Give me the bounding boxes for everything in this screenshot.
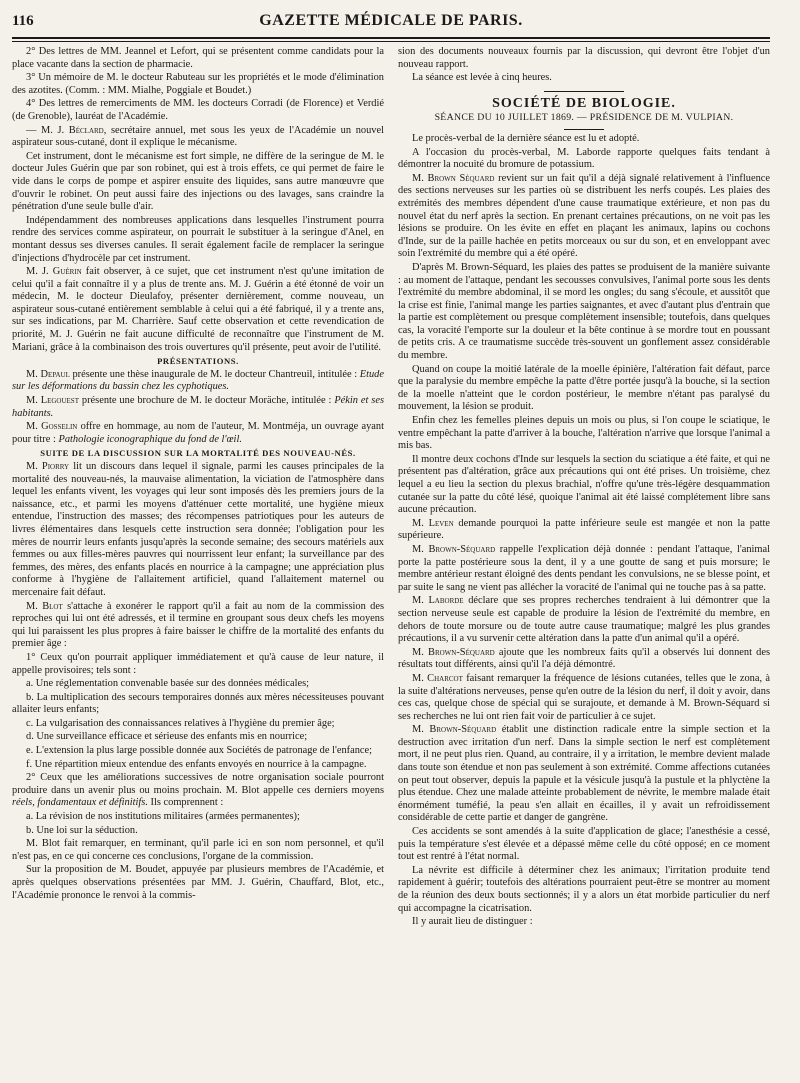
paragraph: Ces accidents se sont amendés à la suite d'application de glace; l'anesthésie a cessé, puis la température s'est élevée et a dépassé même celle du côté opposé; en ce moment tout est rentré à l'état normal. — [398, 826, 770, 863]
paragraph — [12, 125, 384, 150]
paragraph — [398, 673, 770, 723]
paragraph: Le procès-verbal de la dernière séance est lu et adopté. — [412, 132, 640, 144]
page-number: 116 — [12, 13, 34, 29]
section-divider — [564, 129, 604, 130]
session-line: SÉANCE DU 10 JUILLET 1869. — PRÉSIDENCE DE M. VULPIAN. — [434, 112, 734, 124]
paragraph-text: secrétaire annuel, met sous les yeux de l'Académie un nouvel aspirateur sous-cutané, dont il explique le mécanisme. — [12, 124, 384, 149]
speaker-name: M. Brown-Séquard — [412, 646, 495, 658]
paragraph: Sur la proposition de M. Boudet, appuyée par plusieurs membres de l'Académie, et après quelques observations présentées par MM. J. Guérin, Chauffard, Blot, etc., l'Académie prononce le renvoi à la commis- — [12, 864, 384, 901]
list-item: b. Une loi sur la séduction. — [26, 824, 138, 836]
paragraph-text: présente une thèse inaugurale de M. le docteur Chantreuil, intitulée : — [69, 368, 360, 380]
page-header — [12, 12, 770, 34]
speaker-name: M. Leven — [412, 517, 454, 529]
header-rule — [12, 37, 770, 42]
paragraph-text: s'attache à exonérer le rapport qu'il a fait au nom de la commission des reproches qui lui ont été adressés, et il termine en groupant sous deux chefs les moyens qui lui paraissent les plus propres à faire baisser le chiffre de la mortalité des enfants du premier âge : — [12, 600, 384, 650]
paragraph: 3° Un mémoire de M. le docteur Rabuteau sur les propriétés et le mode d'élimination des azotites. (Comm. : MM. Mialhe, Poggiale et Boudet.) — [12, 72, 384, 96]
paragraph: La séance est levée à cinq heures. — [412, 72, 552, 84]
society-title: SOCIÉTÉ DE BIOLOGIE. — [492, 95, 676, 111]
list-item: b. La multiplication des secours temporaires donnés aux mères nécessiteuses pouvant allaiter leurs enfants; — [12, 691, 384, 716]
list-item: c. La vulgarisation des connaissances relatives à l'hygiène du premier âge; — [26, 717, 335, 729]
work-title: Pékin et ses habitants. — [12, 395, 384, 419]
paragraph — [12, 601, 384, 651]
paragraph-text: 2° Ceux que les améliorations successives de notre organisation sociale pourront produire dans un avenir plus ou moins prochain. M. Blot appelle ces derniers moyens — [12, 772, 384, 796]
paragraph-text: présente une brochure de M. le docteur Moräche, intitulée : — [78, 395, 335, 407]
speaker-name: M. Brown-Séquard — [412, 543, 496, 555]
paragraph — [12, 395, 384, 420]
paragraph-text: revient sur un fait qu'il a déjà signalé relativement à l'influence des sections nerveuses sur les parties où se distribuent les nerfs coupés. Les plaies des extrémités des membres dépendent d'une cause traumatique extérieure, et non pas du nouvel état du nerf après la section. En prenant certaines précautions, on ne voit pas les lésions se produire. On les évite en effet en plaçant les animaux, lapins ou cochons d'Inde, sur de la paille hachée en petits morceaux ou sur du son, et en enveloppant avec soin l'extrémité du membre qui a été opéré. — [398, 172, 770, 260]
paragraph: sion des documents nouveaux fournis par la discussion, qui devront être l'objet d'un nouveau rapport. — [398, 46, 770, 70]
paragraph-text: lit un discours dans lequel il signale, parmi les causes principales de la mortalité des nouveau-nés, la mauvaise alimentation, la viciation de l'atmosphère dans lequel les enfants vivent, les voyages qui leur sont imposés dès les premiers jours de la naissance, etc., et parmi les moyens d'atténuer cette mortalité, une hygiène mieux entendue, l'instruction des masses; des récompenses patriotiques pour les auteurs de livres élémentaires dans lesquels cette instruction sera donnée; l'obligation pour les mères de nourrir leurs enfants jusqu'après la seconde semaine; des secours matériels aux femmes ou aux filles-mères pauvres qui nourrissent leur enfant; la surveillance par des femmes, des mères, des enfants placés en nourrice à la campagne; une appréciation plus conforme à l'hygiène de l'allaitement artificiel, quand l'allaitement maternel ou mercenaire fait défaut. — [12, 461, 385, 598]
paragraph — [398, 173, 770, 261]
paragraph-text: rappelle l'explication déjà donnée : pendant l'attaque, l'animal porte la patte postérieure sous la dent, il y a une goutte de sang et puis morsure; le membre antérieur restant éloigné des dents pendant les convulsions, ne se blesse point, et par suite le sang ne vient pas allécher la voracité de l'animal qui ne touche pas à sa patte. — [398, 543, 770, 593]
journal-title: GAZETTE MÉDICALE DE PARIS. — [259, 12, 523, 29]
speaker-name: — M. J. Béclard, — [26, 124, 107, 136]
list-item: a. Une réglementation convenable basée sur des données médicales; — [26, 678, 310, 690]
paragraph-text: déclare que ses propres recherches tendraient à lui démontrer que la section nerveuse seule est capable de produire la lésion de l'extrémité du membre, en dehors de toute morsure ou de toute autre cause traumatique; malgré les plus grandes précautions, il a vu survenir cette altération dans la patte d'un animal qu'il a opéré. — [398, 595, 771, 645]
speaker-name: M. Depaul — [26, 368, 70, 380]
speaker-name: M. Blot — [26, 600, 63, 612]
paragraph — [12, 421, 384, 446]
section-heading: SUITE DE LA DISCUSSION SUR LA MORTALITÉ DES NOUVEAU-NÉS. — [40, 448, 356, 459]
paragraph-text: établit une distinction radicale entre la simple section et la destruction avec irritation d'un nerf. Dans la simple section le nerf est complètement mort, il ne peut plus rien. Quand, au contraire, il y a irritation, le membre devient malade dans toute son étendue et non pas seulement à son extrémité. Comme affections cutanées on peut tout observer, depuis la papule et la vésicule jusqu'à la pustule et la phlyctène la plus étendue. Chez une malade atteinte probablement de névrite, le membre malade était énormément tuméfié, la peau s'en allait en écailles, il y avait un refroidissement considérable de cette partie et danger de gangrène. — [398, 724, 771, 824]
paragraph — [398, 595, 770, 645]
speaker-name: M. Brown Séquard — [412, 172, 495, 184]
paragraph — [398, 647, 770, 672]
right-column — [398, 46, 770, 930]
paragraph — [12, 369, 384, 394]
speaker-name: M. J. Guérin — [26, 266, 82, 278]
paragraph: Cet instrument, dont le mécanisme est fort simple, ne diffère de la seringue de M. le docteur Jules Guérin que par son robinet, qui est à trois effets, ce qui permet de faire le vide dans le corps de pompe et aspirer ensuite des liquides, sans autre manœuvre que d'ouvrir le robinet. On peut aussi faire des injections ou des lavages, sans craindre la pénétration d'une seule bulle d'air. — [12, 150, 384, 213]
paragraph-text: faisant remarquer la fréquence de lésions cutanées, telles que le zona, à la suite d'altérations nerveuses, pense qu'en outre de la lésion du nerf, il doit y avoir, dans ces cas, quelque chose de spécial qui se surajoute, et demande à M. Brown-Séquard si ses recherches ne lui ont rien fait voir de particulier à ce sujet. — [398, 672, 770, 722]
speaker-name: M. Legouest — [26, 395, 79, 407]
list-item: f. Une répartition mieux entendue des enfants envoyés en nourrice à la campagne. — [26, 758, 367, 770]
paragraph — [398, 724, 770, 825]
paragraph — [12, 266, 384, 354]
list-item: a. La révision de nos institutions militaires (armées permanentes); — [26, 811, 300, 823]
paragraph — [398, 518, 770, 543]
left-column — [12, 46, 384, 930]
paragraph: Quand on coupe la moitié latérale de la moelle épinière, l'altération fait défaut, parce que la paralysie du membre empêche la patte d'être portée jusqu'à la bouche, si la section de la moelle n'atteint que le cordon postérieur, le membre n'étant pas paralysé du mouvement, la lésion se produit. — [398, 363, 770, 413]
paragraph: Indépendamment des nombreuses applications dans lesquelles l'instrument pourra rendre des services comme aspirateur, on pourrait le substituer à la seringue d'Anel, en montant dessus ses diverses canules. Il serait également facile de remplacer la seringue d'injections d'hydrocèle par cet instrument. — [12, 214, 384, 264]
work-title: Etude sur les déformations du bassin chez les cyphotiques. — [12, 368, 384, 393]
paragraph-text: Ils comprennent : — [147, 797, 224, 809]
paragraph-text: ajoute que les nombreux faits qu'il a observés lui donnent des résultats tout différents, ainsi qu'il l'a déjà démontré. — [398, 646, 771, 671]
paragraph — [12, 772, 384, 810]
paragraph: Il y aurait lieu de distinguer : — [412, 916, 533, 928]
section-heading: PRÉSENTATIONS. — [157, 356, 239, 367]
paragraph: D'après M. Brown-Séquard, les plaies des pattes se produisent de la manière suivante : au moment de l'attaque, pendant les secousses convulsives, l'animal porte sous les dents l'extrémité du membre abdominal, il se mord les ongles; du sang s'écoule, et aussitôt que la crise est finie, l'animal mange les parties saignantes, et avec d'autant plus d'entrain que la partie est complètement ou presque complètement insensible; toutefois, dans quelques cas, la voracité l'emporte sur la douleur et la bête continue à se mordre tout en poussant de petits cris. A ce traumatisme succède très-souvent un gonflement assez considérable du membre. — [398, 261, 770, 362]
paragraph — [12, 461, 384, 600]
section-divider — [544, 91, 624, 92]
speaker-name: M. Laborde — [412, 595, 464, 607]
speaker-name: M. Piorry — [26, 461, 70, 472]
paragraph-text: fait observer, à ce sujet, que cet instrument n'est qu'une imitation de celui qu'il a fait connaître il y a plus de trente ans. M. J. Guérin a été étonné de voir un médecin, M. le docteur Dieulafoy, présenter dernièrement, comme nouveau, un aspirateur sous-cutané entièrement semblable à celui qui a été fabriqué, il y a trente ans, sur ses indications, par M. Charrière. Sauf cette observation et cette revendication de priorité, M. J. Guérin ne fait aucune difficulté de reconnaître que l'instrument de M. Mariani, grâce à la combinaison des trois ouvertures qu'il présente, peut avoir de l'utilité. — [12, 266, 384, 353]
paragraph-text: offre en hommage, au nom de l'auteur, M. Montméja, un ouvrage ayant pour titre : — [12, 421, 384, 445]
paragraph: Enfin chez les femelles pleines depuis un mois ou plus, si l'on coupe le sciatique, le ventre empêchant la patte d'arriver à la bouche, l'altération n'arrive que lorsque l'animal a mis bas. — [398, 415, 770, 452]
emphasis: réels, fondamentaux et définitifs. — [12, 797, 148, 809]
speaker-name: M. Brown-Séquard — [412, 724, 497, 736]
speaker-name: M. Gosselin — [26, 421, 78, 433]
list-item: d. Une surveillance efficace et sérieuse des enfants mis en nourrice; — [26, 731, 308, 743]
paragraph: La névrite est difficile à déterminer chez les animaux; l'irritation produite tend rapidement à guérir; toutefois des altérations pourraient peut-être se montrer au moment de la réunion des deux bouts sectionnés; il y a alors un état morbide particulier du nerf qui accompagne la cicatrisation. — [398, 864, 770, 914]
speaker-name: M. Charcot — [412, 672, 463, 684]
paragraph: 4° Des lettres de remerciments de MM. les docteurs Corradi (de Florence) et Verdié (de Grenoble), lauréat de l'Académie. — [12, 98, 384, 122]
list-item: e. L'extension la plus large possible donnée aux Sociétés de patronage de l'enfance; — [26, 745, 373, 757]
paragraph-text: demande pourquoi la patte inférieure seule est mangée et non la patte supérieure. — [398, 517, 770, 542]
paragraph: 2° Des lettres de MM. Jeannel et Lefort, qui se présentent comme candidats pour la place vacante dans la section de pharmacie. — [12, 46, 384, 70]
work-title: Pathologie iconographique du fond de l'œil. — [58, 433, 242, 445]
paragraph: A l'occasion du procès-verbal, M. Laborde rapporte quelques faits tendant à démontrer la nocuité du bromure de potassium. — [398, 146, 770, 171]
paragraph: M. Blot fait remarquer, en terminant, qu'il parle ici en son nom personnel, et qu'il n'est pas, en ce qui concerne ces conclusions, l'organe de la commission. — [12, 838, 384, 862]
paragraph — [398, 544, 770, 594]
paragraph: 1° Ceux qu'on pourrait appliquer immédiatement et qu'à cause de leur nature, il appelle provisoires; tels sont : — [12, 651, 384, 676]
paragraph: Il montre deux cochons d'Inde sur lesquels la section du sciatique a été faite, et qui ne présentent pas d'altération, grâce aux précautions qui ont été prises. Un troisième, chez lequel a eu lieu la section du plexus brachial, n'offre qu'une très-légère desquammation cutanée sur la patte du côté lésé, quoique l'animal ait été laissé complétement libre sans aucune précaution. — [398, 453, 770, 516]
